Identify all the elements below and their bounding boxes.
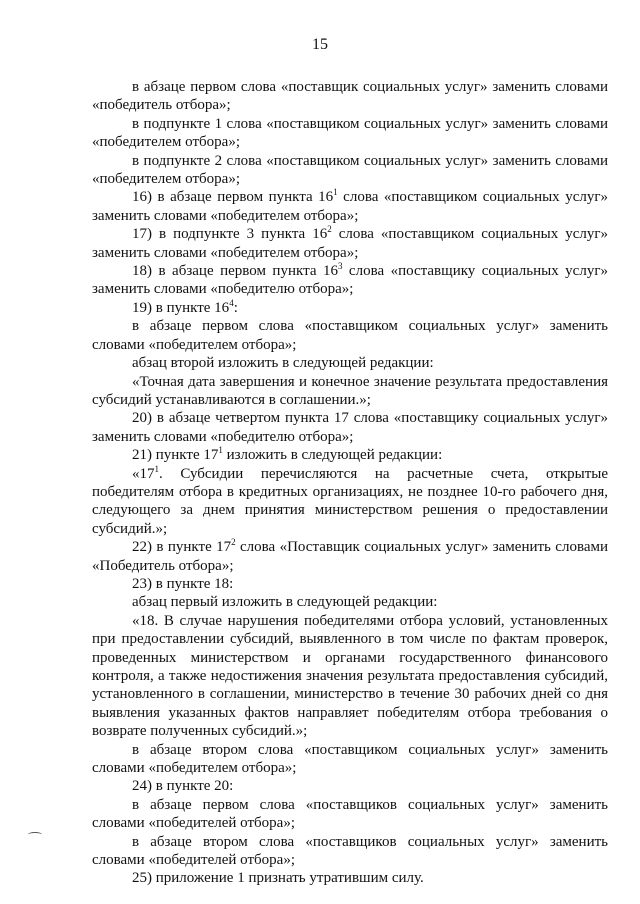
paragraph: «Точная дата завершения и конечное значение результата предоставления субсидий устанавливаются в соглашении.»; xyxy=(92,373,608,408)
paragraph: 24) в пункте 20: xyxy=(132,778,234,795)
paragraph: в подпункте 1 слова «поставщиком социальных услуг» заменить словами «победителем отбора»; xyxy=(92,115,608,151)
paragraph: 21) пункте $17^1$ изложить в следующей редакции: xyxy=(132,445,443,464)
paragraph: 22) в пункте $17^2$ слова «Поставщик социальных услуг» заменить словами «Победитель отбора»; xyxy=(92,537,609,574)
paragraph: абзац второй изложить в следующей редакции: xyxy=(132,355,434,372)
paragraph: в абзаце первом слова «поставщиком социальных услуг» заменить словами «победителем отбора»; xyxy=(92,318,608,353)
paragraph: 25) приложение 1 признать утратившим силу. xyxy=(132,870,424,887)
paragraph: 18) в абзаце первом пункта $16^3$ слова «поставщику социальных услуг» заменить словами «победителю отбора»; xyxy=(92,261,608,298)
paragraph: 17) в подпункте 3 пункта $16^2$ слова «поставщиком социальных услуг» заменить словами «победителем отбора»; xyxy=(92,224,609,261)
paragraph: в подпункте 2 слова «поставщиком социальных услуг» заменить словами «победителем отбора»; xyxy=(92,152,608,188)
paragraph: абзац первый изложить в следующей редакции: xyxy=(132,594,438,611)
scan-mark xyxy=(28,832,42,837)
paragraph: в абзаце первом слова «поставщик социальных услуг» заменить словами «победитель отбора»; xyxy=(92,79,608,114)
paragraph: «18. В случае нарушения победителями отбора условий, установленных при предоставлении субсидий, выявленного в том числе по фактам проверок, проведенных министерством и органами государственного финансового контроля, а также недостижения значения результата предоставления субсидий, установленного в соглашении, министерство в течение 30 рабочих дней со дня выявления указанных фактов направляет победителям отбора требования о возврате полученных субсидий.»; xyxy=(92,612,608,740)
paragraph: в абзаце втором слова «поставщиком социальных услуг» заменить словами «победителем отбора»; xyxy=(92,741,608,777)
paragraph: 19) в пункте $16^4$: xyxy=(132,297,238,316)
page-number: 15 xyxy=(312,36,328,53)
paragraph: 20) в абзаце четвертом пункта 17 слова «поставщику социальных услуг» заменить словами «победителю отбора»; xyxy=(92,410,608,445)
paragraph: 16) в абзаце первом пункта $16^1$ слова «поставщиком социальных услуг» заменить словами «победителем отбора»; xyxy=(92,187,608,224)
paragraph: в абзаце первом слова «поставщиков социальных услуг» заменить словами «победителей отбора»; xyxy=(92,796,608,832)
paragraph: в абзаце втором слова «поставщиков социальных услуг» заменить словами «победителей отбора»; xyxy=(92,833,608,869)
paragraph: 23) в пункте 18: xyxy=(132,575,234,592)
paragraph: «$17^1$. Субсидии перечисляются на расчетные счета, открытые победителям отбора в кредитных организациях, не позднее 10-го рабочего дня, следующего за днем принятия министерством решения о предоставлении субсидий.»; xyxy=(92,463,608,537)
document-body xyxy=(92,78,608,888)
